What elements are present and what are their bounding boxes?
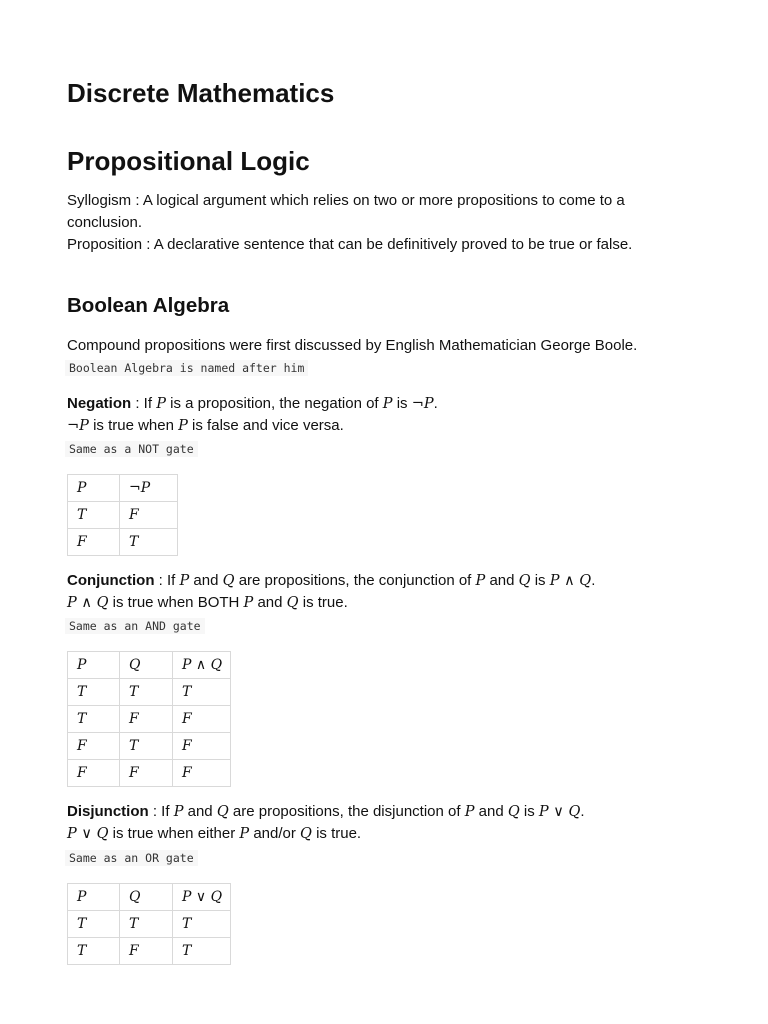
conjunction-truth-table: [67, 651, 231, 787]
text-fragment: is true when: [88, 417, 179, 434]
table-cell: F: [120, 938, 173, 965]
table-row: [68, 760, 231, 787]
table-row: [68, 938, 231, 965]
syllogism-definition: Syllogism : A logical argument which relies on two or more propositions to come to a conclusion.: [67, 192, 625, 231]
disjunction-definition: [67, 801, 667, 845]
disjunction-line-1: [67, 801, 667, 823]
table-cell: P ∧ Q: [173, 652, 231, 679]
table-row: [68, 733, 231, 760]
table-cell: T: [120, 911, 173, 938]
text-fragment: .: [580, 803, 585, 820]
table-cell: Q: [120, 652, 173, 679]
text-fragment: : If: [154, 572, 180, 589]
negation-truth-table: [67, 474, 178, 556]
math-p: P: [173, 804, 184, 820]
math-not-p: ¬P: [411, 396, 434, 412]
conjunction-line-1: [67, 570, 667, 592]
text-fragment: .: [433, 395, 438, 412]
negation-line-1: [67, 393, 667, 415]
disjunction-code-note: Same as an OR gate: [65, 850, 198, 866]
text-fragment: is: [530, 572, 550, 589]
text-fragment: is: [392, 395, 412, 412]
math-p: P: [178, 418, 188, 434]
conjunction-line-2: [67, 592, 667, 614]
text-fragment: are propositions, the conjunction of: [234, 572, 476, 589]
text-fragment: and/or: [249, 825, 301, 842]
table-row: [68, 679, 231, 706]
table-cell: T: [68, 938, 120, 965]
table-cell: T: [68, 706, 120, 733]
boolean-intro: [67, 335, 667, 357]
math-p-or-q: P ∨ Q: [538, 804, 581, 820]
table-row: [68, 884, 231, 911]
boolean-intro-text: Compound propositions were first discussed by English Mathematician George Boole.: [67, 337, 638, 354]
table-row: [68, 706, 231, 733]
table-cell: T: [120, 679, 173, 706]
intro-definitions: [67, 190, 667, 256]
conjunction-code-note: Same as an AND gate: [65, 618, 205, 634]
table-cell: F: [68, 733, 120, 760]
math-q: Q: [507, 804, 520, 820]
table-cell: P: [68, 475, 120, 502]
table-row: [68, 911, 231, 938]
math-p: P: [156, 396, 166, 412]
text-fragment: : If: [148, 803, 174, 820]
negation-definition: [67, 393, 667, 437]
math-p: P: [464, 804, 475, 820]
math-q: Q: [222, 573, 235, 589]
section-title: Propositional Logic: [67, 146, 310, 176]
table-row: [68, 502, 178, 529]
text-fragment: and: [253, 594, 287, 611]
table-cell: Q: [120, 884, 173, 911]
text-fragment: and: [189, 572, 223, 589]
text-fragment: are propositions, the disjunction of: [228, 803, 465, 820]
text-fragment: is a proposition, the negation of: [165, 395, 383, 412]
table-cell: F: [120, 502, 178, 529]
table-cell: F: [68, 529, 120, 556]
negation-line-2: [67, 415, 667, 437]
math-p-and-q: P ∧ Q: [67, 595, 109, 611]
boolean-algebra-heading: Boolean Algebra: [67, 294, 230, 317]
math-q: Q: [216, 804, 229, 820]
text-fragment: and: [183, 803, 217, 820]
math-q: Q: [518, 573, 531, 589]
negation-term: Negation: [67, 395, 132, 412]
math-p: P: [179, 573, 190, 589]
table-cell: F: [173, 760, 231, 787]
conjunction-term: Conjunction: [67, 572, 155, 589]
text-fragment: is true when BOTH: [108, 594, 244, 611]
document-title: Discrete Mathematics: [67, 78, 335, 108]
table-cell: P: [68, 884, 120, 911]
table-cell: T: [68, 502, 120, 529]
conjunction-definition: [67, 570, 667, 614]
table-row: [68, 475, 178, 502]
table-row: [68, 652, 231, 679]
table-cell: T: [68, 911, 120, 938]
text-fragment: is true.: [298, 594, 348, 611]
table-cell: T: [68, 679, 120, 706]
table-cell: F: [68, 760, 120, 787]
text-fragment: and: [474, 803, 508, 820]
negation-code-note: Same as a NOT gate: [65, 441, 198, 457]
text-fragment: and: [485, 572, 519, 589]
table-cell: P ∨ Q: [173, 884, 231, 911]
text-fragment: : If: [131, 395, 157, 412]
table-cell: P: [68, 652, 120, 679]
text-fragment: .: [591, 572, 596, 589]
text-fragment: is true.: [311, 825, 362, 842]
math-not-p: ¬P: [67, 418, 89, 434]
table-cell: T: [120, 529, 178, 556]
table-cell: T: [120, 733, 173, 760]
table-cell: F: [173, 706, 231, 733]
disjunction-line-2: [67, 823, 667, 845]
boolean-code-note: Boolean Algebra is named after him: [65, 360, 308, 376]
proposition-definition: Proposition : A declarative sentence that can be definitively proved to be true or false.: [67, 236, 633, 253]
math-q: Q: [286, 595, 299, 611]
math-q: Q: [300, 826, 312, 842]
math-p: P: [239, 826, 250, 842]
table-cell: T: [173, 679, 231, 706]
table-cell: T: [173, 911, 231, 938]
text-fragment: is true when either: [108, 825, 240, 842]
text-fragment: is false and vice versa.: [187, 417, 344, 434]
table-cell: F: [120, 760, 173, 787]
table-cell: F: [173, 733, 231, 760]
math-p-or-q: P ∨ Q: [67, 826, 109, 842]
math-p: P: [475, 573, 486, 589]
table-cell: F: [120, 706, 173, 733]
text-fragment: is: [519, 803, 539, 820]
math-p: P: [243, 595, 254, 611]
table-cell: T: [173, 938, 231, 965]
table-cell: ¬P: [120, 475, 178, 502]
math-p: P: [382, 396, 393, 412]
disjunction-term: Disjunction: [67, 803, 149, 820]
math-p-and-q: P ∧ Q: [549, 573, 592, 589]
disjunction-truth-table: [67, 883, 231, 965]
table-row: [68, 529, 178, 556]
